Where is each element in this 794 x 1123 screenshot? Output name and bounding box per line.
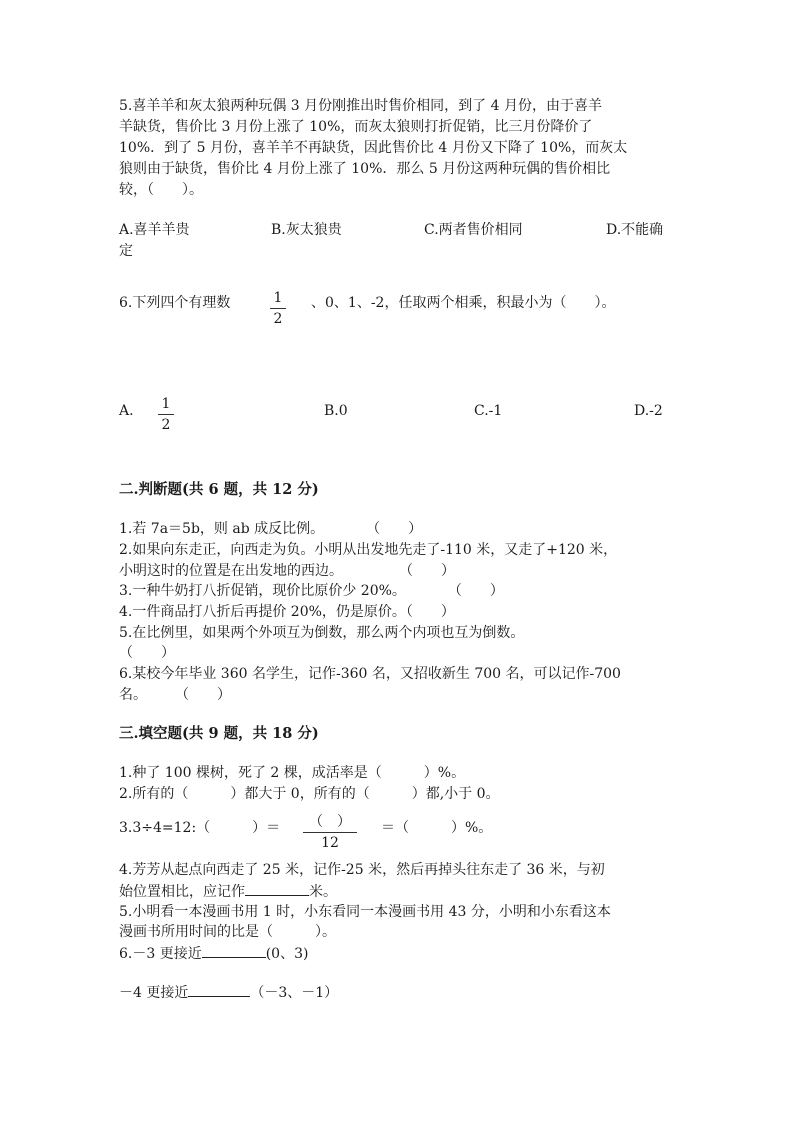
q5-line-4: 狼则由于缺货，售价比 4 月份上涨了 10%．那么 5 月份这两种玩偶的售价相比 (119, 161, 611, 177)
q6-option-d[interactable]: D.-2 (634, 403, 663, 419)
q6-text-after: 、0、1、-2，任取两个相乘，积最小为（ ）。 (311, 295, 616, 311)
q5-option-c[interactable]: C.两者售价相同 (424, 222, 523, 238)
s3-line-3-fraction (303, 814, 357, 851)
s3-line-1: 1.种了 100 棵树，死了 2 棵，成活率是（ ）%。 (119, 765, 466, 781)
s3-line-7-blank[interactable] (188, 982, 250, 997)
q5-line-2: 羊缺货，售价比 3 月份上涨了 10%，而灰太狼则打折促销，比三月份降价了 (119, 119, 593, 135)
q6-option-a-label[interactable]: A. (119, 403, 134, 419)
s3-line-7 (119, 982, 338, 1003)
section-2-title: 二.判断题(共 6 题，共 12 分) (119, 481, 319, 498)
s3-line-3-denominator: 12 (321, 835, 339, 851)
s3-line-3-a: 3.3÷4=12:（ ）＝ (119, 820, 281, 836)
s3-line-7-pre: －4 更接近 (119, 985, 189, 1001)
s3-line-6 (119, 943, 308, 964)
s3-line-6-pre: 6.－3 更接近 (119, 946, 202, 962)
q5-option-a[interactable]: A.喜羊羊贵 (119, 222, 190, 238)
s2-line-5: 4.一件商品打八折后再提价 20%，仍是原价。（ ） (119, 604, 455, 620)
q5-line-5: 较，（ ）。 (119, 182, 203, 198)
s2-line-7: （ ） (119, 645, 175, 661)
q5-option-d[interactable]: D.不能确 (606, 222, 664, 238)
s3-line-5a: 5.小明看一本漫画书用 1 时，小东看同一本漫画书用 43 分，小明和小东看这本 (119, 904, 611, 920)
s3-line-7-post: （－3、－1） (250, 985, 339, 1001)
q6-option-a-denominator: 2 (161, 417, 171, 433)
s3-line-3-numerator: （ ） (309, 814, 351, 830)
s2-line-6: 5.在比例里，如果两个外项互为倒数，那么两个内项也互为倒数。 (119, 625, 525, 641)
q6-option-a-bar (158, 414, 174, 415)
q5-option-b[interactable]: B.灰太狼贵 (271, 222, 342, 238)
q5-option-d-wrap: 定 (119, 243, 133, 259)
s3-line-3-b: ＝（ ）%。 (381, 820, 493, 836)
s2-line-1: 1.若 7a＝5b，则 ab 成反比例。 （ ） (119, 521, 423, 537)
q6-fraction (270, 290, 286, 327)
s3-line-2: 2.所有的（ ）都大于 0，所有的（ ）都,小于 0。 (119, 786, 500, 802)
q6-option-c[interactable]: C.-1 (474, 403, 503, 419)
s3-line-4b (119, 881, 337, 902)
s3-line-4b-pre: 始位置相比，应记作 (119, 884, 245, 900)
section-3-title: 三.填空题(共 9 题，共 18 分) (119, 725, 319, 742)
s3-line-4b-blank[interactable] (245, 881, 309, 896)
s2-line-9: 名。 （ ） (119, 687, 231, 703)
s2-line-8: 6.某校今年毕业 360 名学生，记作-360 名，又招收新生 700 名，可以记作-700 (119, 666, 621, 682)
q6-fraction-bar (270, 308, 286, 309)
s3-line-3-bar (303, 832, 357, 833)
q5-line-1: 5.喜羊羊和灰太狼两种玩偶 3 月份刚推出时售价相同，到了 4 月份，由于喜羊 (119, 98, 602, 114)
q6-fraction-denominator: 2 (273, 311, 283, 327)
s2-line-3: 小明这时的位置是在出发地的西边。 （ ） (119, 563, 455, 579)
q6-option-a-numerator: 1 (161, 396, 171, 412)
q6-option-a-fraction (158, 396, 174, 433)
q6-option-b[interactable]: B.0 (324, 403, 348, 419)
s3-line-6-blank[interactable] (202, 943, 266, 958)
s2-line-4: 3.一种牛奶打八折促销，现价比原价少 20%。 （ ） (119, 583, 504, 599)
s3-line-6-post: (0、3) (265, 946, 309, 962)
s2-line-2: 2.如果向东走正，向西走为负。小明从出发地先走了-110 米，又走了+120 米， (119, 542, 618, 558)
q6-fraction-numerator: 1 (273, 290, 283, 306)
s3-line-4a: 4.芳芳从起点向西走了 25 米，记作-25 米，然后再掉头往东走了 36 米，与初 (119, 862, 605, 878)
s3-line-5b: 漫画书所用时间的比是（ ）。 (119, 924, 336, 940)
s3-line-4b-post: 米。 (309, 884, 337, 900)
q6-text-before: 6.下列四个有理数 (119, 295, 231, 311)
q5-line-3: 10%．到了 5 月份，喜羊羊不再缺货，因此售价比 4 月份又下降了 10%，而灰太 (119, 140, 628, 156)
